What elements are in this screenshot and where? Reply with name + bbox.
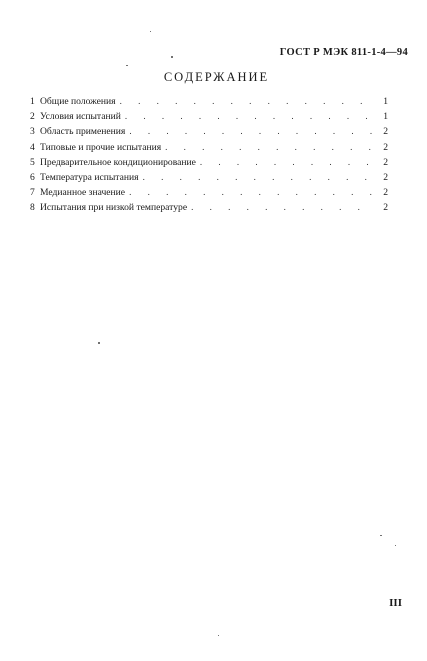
- toc-entry-page: 1: [383, 96, 388, 107]
- toc-leader-dots: [200, 157, 372, 167]
- toc-leader-dots: [129, 187, 372, 197]
- toc-entry-page: 1: [383, 111, 388, 123]
- toc-entry-page: 2: [383, 126, 388, 138]
- toc-leader-dots: [129, 126, 372, 136]
- toc-entry-label: Типовые и прочие испытания: [40, 141, 162, 153]
- toc-entry-label: Общие положения: [40, 96, 116, 107]
- scan-speck: [218, 635, 219, 636]
- toc-entry-page: 2: [383, 171, 388, 183]
- toc-entry-number: 3: [30, 126, 35, 138]
- toc-leader-dots: [120, 96, 372, 106]
- toc-leader-dots: [165, 142, 372, 152]
- table-of-contents: [30, 96, 388, 218]
- toc-entry-page: 2: [383, 141, 388, 153]
- toc-entry-page: 2: [383, 187, 388, 199]
- toc-entry-number: 6: [30, 171, 35, 183]
- document-code: ГОСТ Р МЭК 811-1-4—94: [279, 47, 408, 58]
- toc-entry[interactable]: [30, 111, 388, 126]
- toc-entry-label: Предварительное кондиционирование: [40, 156, 196, 168]
- scan-speck: [126, 65, 128, 66]
- toc-entry-number: 1: [30, 96, 35, 107]
- scan-speck: [98, 342, 100, 344]
- toc-entry-number: 5: [30, 156, 35, 168]
- toc-entry-number: 2: [30, 111, 35, 123]
- toc-entry-label: Медианное значение: [40, 187, 126, 199]
- scan-speck: [380, 535, 382, 536]
- toc-leader-dots: [125, 111, 372, 121]
- toc-entry-label: Испытания при низкой температуре: [40, 202, 188, 214]
- toc-entry-number: 7: [30, 187, 35, 199]
- toc-leader-dots: [143, 172, 372, 182]
- toc-entry[interactable]: [30, 126, 388, 141]
- toc-entry-label: Температура испытания: [40, 171, 139, 183]
- toc-entry-number: 8: [30, 202, 35, 214]
- toc-leader-dots: [191, 202, 372, 212]
- toc-entry[interactable]: [30, 187, 388, 202]
- toc-entry[interactable]: [30, 142, 388, 157]
- toc-entry-page: 2: [383, 156, 388, 168]
- scan-speck: [395, 545, 396, 546]
- toc-entry-number: 4: [30, 141, 35, 153]
- toc-entry[interactable]: [30, 202, 388, 217]
- scan-speck: [150, 31, 151, 32]
- toc-entry-label: Условия испытаний: [40, 111, 121, 123]
- toc-entry[interactable]: [30, 172, 388, 187]
- page-number: III: [389, 597, 402, 609]
- toc-title: СОДЕРЖАНИЕ: [163, 70, 270, 84]
- scan-speck: [171, 56, 173, 58]
- toc-entry[interactable]: [30, 157, 388, 172]
- toc-entry-page: 2: [383, 202, 388, 214]
- toc-entry-label: Область применения: [40, 126, 126, 138]
- toc-entry[interactable]: [30, 96, 388, 111]
